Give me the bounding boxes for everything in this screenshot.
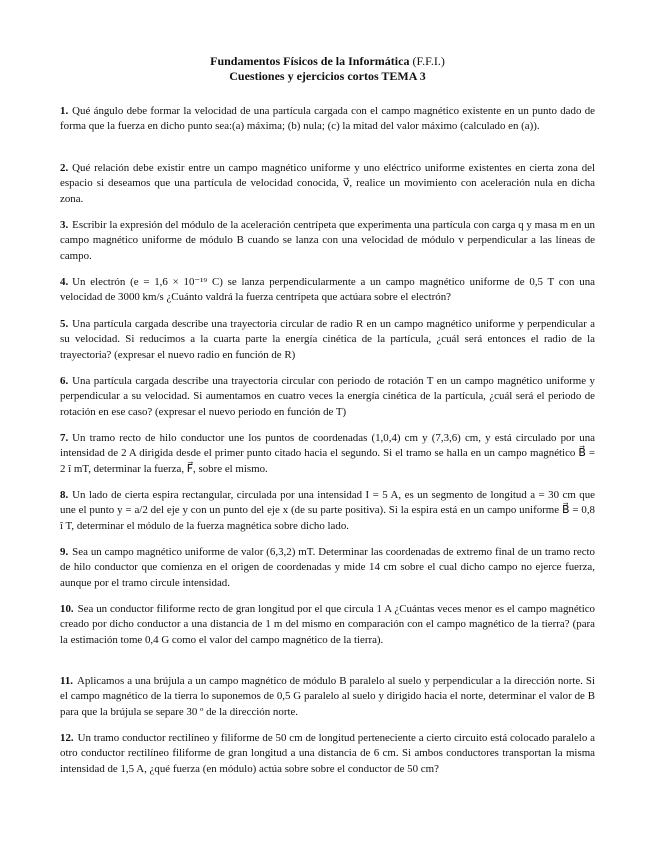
question-text: Un tramo recto de hilo conductor une los puntos de coordenadas (1,0,4) cm y (7,3,6) cm, y está circulado por una intensidad de 2 A dirigida desde el primer punto citado hacia el segundo. Si el tramo se halla en un campo magnético B⃗ = 2 î mT, determinar la fuerza, F⃗, sobre el mismo. bbox=[60, 432, 595, 475]
question-text: Qué relación debe existir entre un campo magnético uniforme y uno eléctrico uniforme existentes en cierta zona del espacio si deseamos que una partícula de velocidad conocida, v⃗, realice un movimiento con aceleración nula en dicha zona. bbox=[60, 162, 595, 205]
document-header bbox=[60, 54, 595, 84]
question-number: 9. bbox=[60, 546, 69, 558]
question-12 bbox=[60, 731, 595, 777]
question-number: 5. bbox=[60, 318, 69, 330]
question-10 bbox=[60, 602, 595, 648]
question-text: Un lado de cierta espira rectangular, circulada por una intensidad I = 5 A, es un segmento de longitud a = 30 cm que une el punto y = a/2 del eje y con un punto del eje x (de su parte positiva). Si la espira está en un campo uniforme B⃗ = 0,8 î T, determinar el módulo de la fuerza magnética sobre dicho lado. bbox=[60, 489, 595, 532]
question-9 bbox=[60, 545, 595, 591]
question-number: 4. bbox=[60, 276, 69, 288]
question-text: Aplicamos a una brújula a un campo magnético de módulo B paralelo al suelo y perpendicular a la dirección norte. Si el campo magnético de la tierra lo suponemos de 0,5 G paralelo al suelo y dirigido hacia el norte, determinar el valor de B para que la brújula se separe 30 º de la dirección norte. bbox=[60, 675, 595, 718]
question-number: 6. bbox=[60, 375, 69, 387]
question-8 bbox=[60, 488, 595, 534]
question-number: 2. bbox=[60, 162, 69, 174]
question-7 bbox=[60, 431, 595, 477]
question-number: 7. bbox=[60, 432, 69, 444]
question-3 bbox=[60, 218, 595, 264]
question-4 bbox=[60, 275, 595, 306]
question-11 bbox=[60, 674, 595, 720]
course-title: Fundamentos Físicos de la Informática bbox=[210, 54, 410, 68]
course-title-line bbox=[60, 54, 595, 69]
question-5 bbox=[60, 317, 595, 363]
question-2 bbox=[60, 161, 595, 207]
question-text: Qué ángulo debe formar la velocidad de una partícula cargada con el campo magnético existente en un punto dado de forma que la fuerza en dicho punto sea:(a) máxima; (b) nula; (c) la mitad del valor máximo (calculado en (a)). bbox=[60, 105, 595, 133]
question-text: Escribir la expresión del módulo de la aceleración centrípeta que experimenta una partícula con carga q y masa m en un campo magnético uniforme de módulo B cuando se lanza con una velocidad de módulo v perpendicular a las líneas de campo. bbox=[60, 219, 595, 262]
question-text: Un electrón (e = 1,6 × 10⁻¹⁹ C) se lanza perpendicularmente a un campo magnético uniforme de 0,5 T con una velocidad de 3000 km/s ¿Cuánto valdrá la fuerza centrípeta que actúara sobre el electrón? bbox=[60, 276, 595, 304]
question-number: 1. bbox=[60, 105, 69, 117]
question-text: Una partícula cargada describe una trayectoria circular de radio R en un campo magnético uniforme y perpendicular a su velocidad. Si reducimos a la cuarta parte la energía cinética de la partícula, ¿cuál será entonces el radio de la trayectoria? (expresar el nuevo radio en función de R) bbox=[60, 318, 595, 361]
question-text: Un tramo conductor rectilíneo y filiforme de 50 cm de longitud perteneciente a cierto circuito está colocado paralelo a otro conductor rectilíneo filiforme de gran longitud a una distancia de 6 cm. Si ambos conductores transportan la misma intensidad de 1,5 A, ¿qué fuerza (en módulo) actúa sobre sobre el conductor de 50 cm? bbox=[60, 732, 595, 775]
course-abbrev: (F.F.I.) bbox=[412, 54, 445, 68]
question-text: Sea un conductor filiforme recto de gran longitud por el que circula 1 A ¿Cuántas veces menor es el campo magnético creado por dicho conductor a una distancia de 1 m del mismo en comparación con el campo magnético de la tierra? (para la estimación tome 0,4 G como el valor del campo magnético de la tierra). bbox=[60, 603, 595, 646]
question-number: 10. bbox=[60, 603, 74, 615]
question-text: Sea un campo magnético uniforme de valor (6,3,2) mT. Determinar las coordenadas de extremo final de un tramo recto de hilo conductor que comienza en el origen de coordenadas y mide 14 cm sobre el cual dicho campo no ejerce fuerza, aunque por el tramo circule intensidad. bbox=[60, 546, 595, 589]
document-subtitle: Cuestiones y ejercicios cortos TEMA 3 bbox=[229, 69, 426, 83]
question-number: 3. bbox=[60, 219, 69, 231]
question-number: 12. bbox=[60, 732, 74, 744]
question-1 bbox=[60, 104, 595, 135]
question-6 bbox=[60, 374, 595, 420]
question-text: Una partícula cargada describe una trayectoria circular con periodo de rotación T en un campo magnético uniforme y perpendicular a su velocidad. Si aumentamos en cuatro veces la energía cinética de la partícula, ¿cuál será el periodo de rotación en ese caso? (expresar el nuevo periodo en función de T) bbox=[60, 375, 595, 418]
question-number: 11. bbox=[60, 675, 74, 687]
question-number: 8. bbox=[60, 489, 69, 501]
